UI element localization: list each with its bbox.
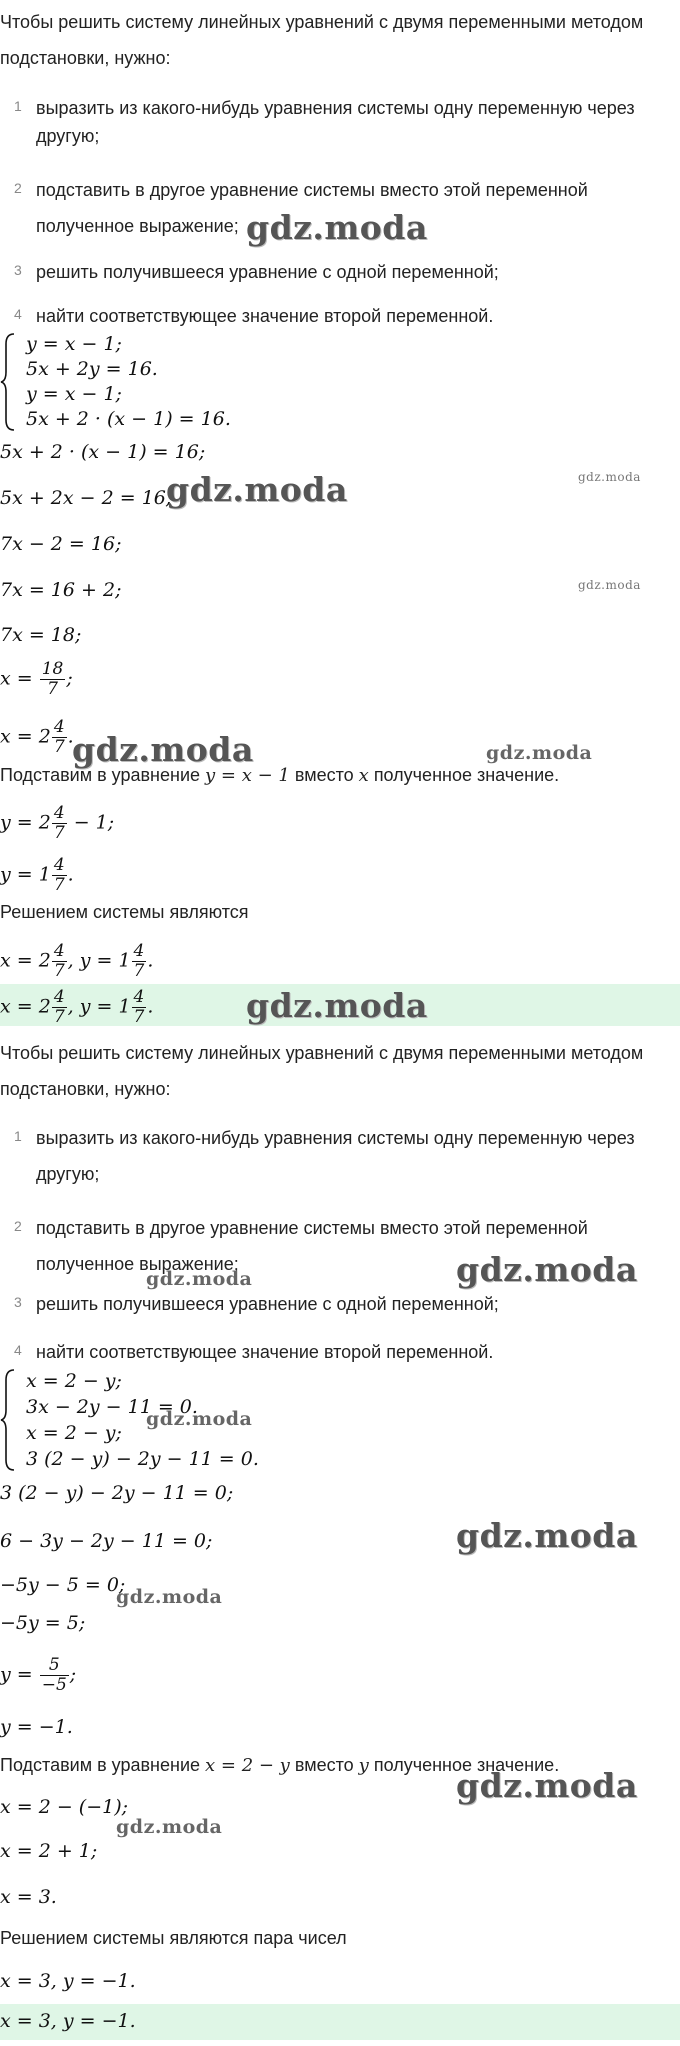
answer-highlighted: x = 2 $\frac{4}{7}$ , y = 1 $\frac{4}{7}$ . xyxy=(0,987,154,1027)
step-text: подставить в другое уравнение системы вместо этой переменной xyxy=(36,180,588,200)
step-text: выразить из какого-нибудь уравнения системы одну переменную через xyxy=(36,1128,635,1148)
step-text: решить получившееся уравнение с одной переменной; xyxy=(36,262,499,282)
substitution-text: Подставим в уравнение y = x − 1 вместо x полученное значение. xyxy=(0,765,560,786)
intro-line-2: подстановки, нужно: xyxy=(0,1079,171,1099)
brace-icon xyxy=(0,332,20,432)
equation: y = −1. xyxy=(0,1716,73,1738)
step-number: 2 xyxy=(14,180,22,196)
equation: 5x + 2 · (x − 1) = 16; xyxy=(0,441,206,463)
watermark: gdz.moda xyxy=(116,1816,223,1838)
step-number: 4 xyxy=(14,1342,22,1358)
equation: x = 2 $\frac{4}{7}$ . xyxy=(0,717,74,757)
watermark: gdz.moda xyxy=(456,1250,638,1289)
step-text: подставить в другое уравнение системы вместо этой переменной xyxy=(36,1218,588,1238)
answer: x = 2 $\frac{4}{7}$ , y = 1 $\frac{4}{7}$ . xyxy=(0,941,154,981)
system-line: y = x − 1; xyxy=(26,333,122,355)
equation: 7x = 16 + 2; xyxy=(0,579,122,601)
substitution-text: Подставим в уравнение x = 2 − y вместо y полученное значение. xyxy=(0,1755,560,1776)
equation: 6 − 3y − 2y − 11 = 0; xyxy=(0,1530,213,1552)
watermark: gdz.moda xyxy=(578,578,641,592)
watermark: gdz.moda xyxy=(246,208,428,247)
step-text: найти соответствующее значение второй переменной. xyxy=(36,306,494,326)
equation: 3 (2 − y) − 2y − 11 = 0; xyxy=(0,1482,234,1504)
answer: x = 3, y = −1. xyxy=(0,1970,136,1992)
solution-label: Решением системы являются пара чисел xyxy=(0,1928,347,1948)
step-text: другую; xyxy=(36,126,100,146)
watermark: gdz.moda xyxy=(578,470,641,484)
answer-highlighted: x = 3, y = −1. xyxy=(0,2010,136,2032)
step-text: другую; xyxy=(36,1164,100,1184)
watermark: gdz.moda xyxy=(456,1766,638,1805)
watermark: gdz.moda xyxy=(146,1408,253,1430)
equation: x = $\frac{18}{7}$ ; xyxy=(0,659,73,699)
brace-icon xyxy=(0,1368,20,1472)
step-number: 4 xyxy=(14,306,22,322)
watermark: gdz.moda xyxy=(116,1586,223,1608)
intro-line-1: Чтобы решить систему линейных уравнений с двумя переменными методом xyxy=(0,12,644,32)
system-line: 5x + 2y = 16. xyxy=(26,358,158,380)
watermark: gdz.moda xyxy=(486,742,593,764)
equation: y = $\frac{5}{-5}$ ; xyxy=(0,1655,77,1695)
system-line: 3 (2 − y) − 2y − 11 = 0. xyxy=(26,1448,259,1470)
equation: 7x = 18; xyxy=(0,624,82,646)
step-text: полученное выражение; xyxy=(36,216,239,236)
step-text: полученное выражение; xyxy=(36,1254,239,1274)
step-text: решить получившееся уравнение с одной переменной; xyxy=(36,1294,499,1314)
watermark: gdz.moda xyxy=(146,1268,253,1290)
watermark: gdz.moda xyxy=(456,1516,638,1555)
equation: x = 2 − (−1); xyxy=(0,1796,129,1818)
equation: y = 2 $\frac{4}{7}$ − 1; xyxy=(0,803,115,843)
system-line: 3x − 2y − 11 = 0. xyxy=(26,1396,198,1418)
watermark: gdz.moda xyxy=(246,986,428,1025)
system-line: y = x − 1; xyxy=(26,383,122,405)
equation: −5y = 5; xyxy=(0,1612,86,1634)
step-number: 3 xyxy=(14,262,22,278)
intro-line-2: подстановки, нужно: xyxy=(0,48,171,68)
equation: y = 1 $\frac{4}{7}$ . xyxy=(0,855,74,895)
step-number: 1 xyxy=(14,1128,22,1144)
step-number: 3 xyxy=(14,1294,22,1310)
step-text: выразить из какого-нибудь уравнения системы одну переменную через xyxy=(36,98,635,118)
watermark: gdz.moda xyxy=(72,730,254,769)
step-number: 2 xyxy=(14,1218,22,1234)
intro-line-1: Чтобы решить систему линейных уравнений с двумя переменными методом xyxy=(0,1043,644,1063)
step-text: найти соответствующее значение второй переменной. xyxy=(36,1342,494,1362)
equation: x = 3. xyxy=(0,1886,57,1908)
step-number: 1 xyxy=(14,98,22,114)
equation: 7x − 2 = 16; xyxy=(0,533,122,555)
watermark: gdz.moda xyxy=(166,470,348,509)
system-line: x = 2 − y; xyxy=(26,1422,122,1444)
solution-label: Решением системы являются xyxy=(0,902,249,922)
equation: 5x + 2x − 2 = 16; xyxy=(0,487,173,509)
equation: x = 2 + 1; xyxy=(0,1840,98,1862)
equation: −5y − 5 = 0; xyxy=(0,1574,126,1596)
system-line: x = 2 − y; xyxy=(26,1370,122,1392)
system-line: 5x + 2 · (x − 1) = 16. xyxy=(26,408,231,430)
